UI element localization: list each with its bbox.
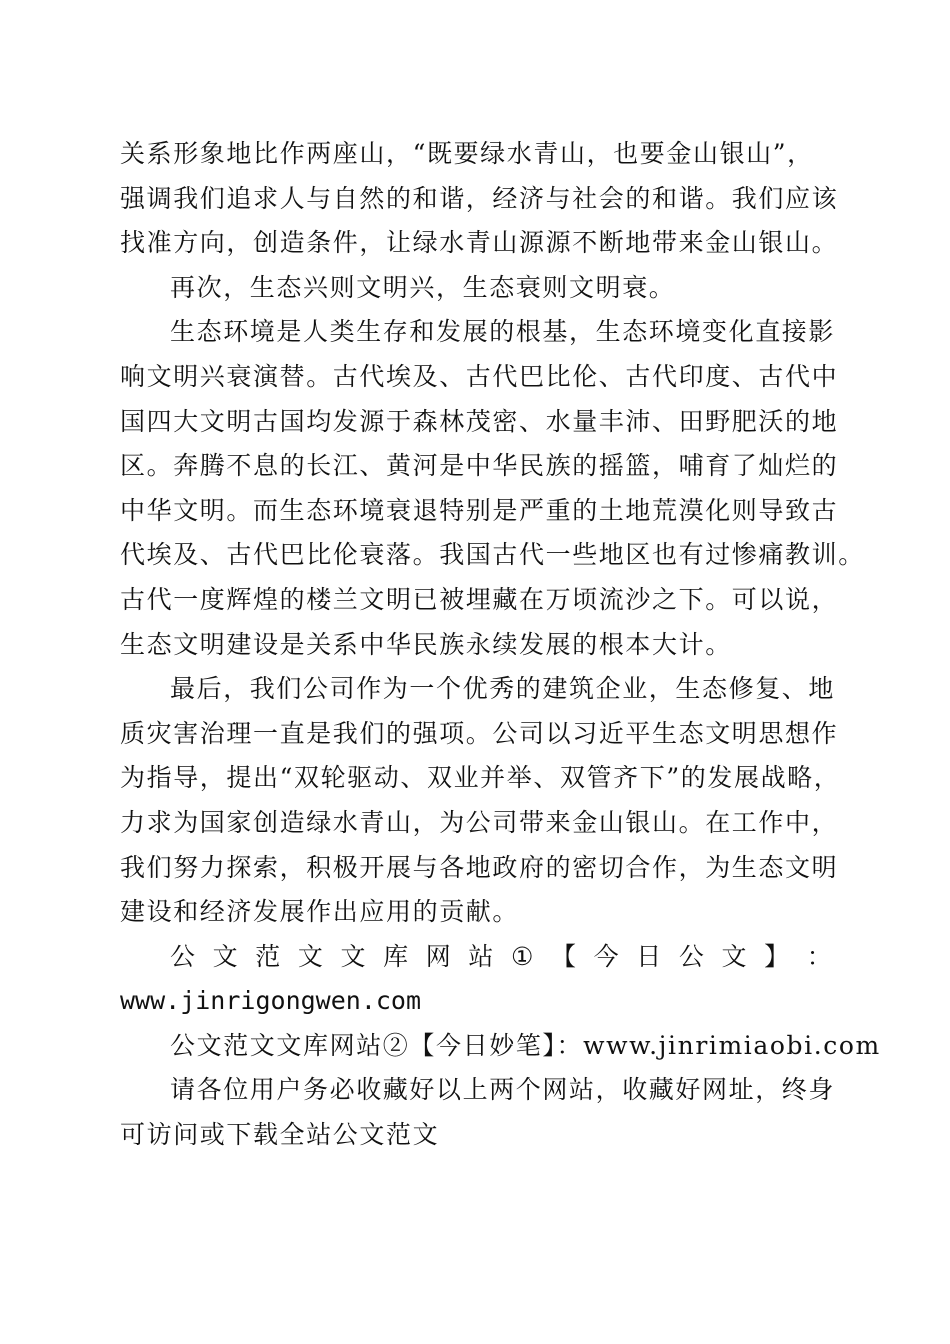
site1-url-link[interactable]: www.jinrigongwen.com xyxy=(120,986,422,1016)
site1-char: 文 xyxy=(212,941,238,971)
paragraph xyxy=(120,266,832,311)
site1-char: ： xyxy=(806,941,832,971)
text-line: 代埃及、古代巴比伦衰落。我国古代一些地区也有过惨痛教训。 xyxy=(120,540,865,570)
text-line: 国四大文明古国均发源于森林茂密、水量丰沛、田野肥沃的地 xyxy=(120,406,839,436)
site1-char: ① xyxy=(511,941,534,971)
site1-char: 文 xyxy=(297,941,323,971)
site1-char: 网 xyxy=(425,941,451,971)
site1-char: 公 xyxy=(170,941,196,971)
paragraph xyxy=(120,667,841,935)
paragraph xyxy=(120,310,865,667)
site1-title-line xyxy=(120,935,832,980)
site1-char: 站 xyxy=(468,941,494,971)
text-line: 生态文明建设是关系中华民族永续发展的根本大计。 xyxy=(120,629,732,659)
site1-char: 范 xyxy=(255,941,281,971)
text-line: 生态环境是人类生存和发展的根基，生态环境变化直接影 xyxy=(170,317,836,347)
text-line: 建设和经济发展作出应用的贡献。 xyxy=(120,897,520,927)
text-line: 关系形象地比作两座山，“既要绿水青山，也要金山银山”， xyxy=(120,139,814,168)
site1-char: 】 xyxy=(764,941,790,971)
text-line: 古代一度辉煌的楼兰文明已被埋藏在万顷流沙之下。可以说， xyxy=(120,584,839,614)
text-line: 请各位用户务必收藏好以上两个网站，收藏好网址，终身 xyxy=(170,1075,836,1105)
site2-line[interactable]: 公文范文文库网站②【今日妙笔】：www.jinrimiaobi.com xyxy=(170,1030,881,1060)
text-line: 为指导，提出“双轮驱动、双业并举、双管齐下”的发展战略， xyxy=(120,763,841,793)
site1-char: 文 xyxy=(340,941,366,971)
text-line: 质灾害治理一直是我们的强项。公司以习近平生态文明思想作 xyxy=(120,718,839,748)
text-line: 可访问或下载全站公文范文 xyxy=(120,1120,440,1150)
site1-char: 日 xyxy=(636,941,662,971)
site1-char: 【 xyxy=(551,941,577,971)
text-line: 区。奔腾不息的长江、黄河是中华民族的摇篮，哺育了灿烂的 xyxy=(120,451,839,481)
text-line: 中华文明。而生态环境衰退特别是严重的土地荒漠化则导致古 xyxy=(120,495,839,525)
text-line: 我们努力探索，积极开展与各地政府的密切合作，为生态文明 xyxy=(120,852,839,882)
site1-char: 公 xyxy=(678,941,704,971)
text-line: 再次，生态兴则文明兴，生态衰则文明衰。 xyxy=(170,272,676,302)
site1-char: 文 xyxy=(721,941,747,971)
text-line: 最后，我们公司作为一个优秀的建筑企业，生态修复、地 xyxy=(170,674,836,704)
paragraph xyxy=(120,132,839,266)
document-body xyxy=(120,132,881,1158)
notice-paragraph xyxy=(120,1068,836,1157)
text-line: 找准方向，创造条件，让绿水青山源源不断地带来金山银山。 xyxy=(120,228,839,258)
site1-char: 今 xyxy=(593,941,619,971)
text-line: 响文明兴衰演替。古代埃及、古代巴比伦、古代印度、古代中 xyxy=(120,361,839,391)
footer-site1 xyxy=(120,935,832,1024)
text-line: 力求为国家创造绿水青山，为公司带来金山银山。在工作中， xyxy=(120,807,839,837)
text-line: 强调我们追求人与自然的和谐，经济与社会的和谐。我们应该 xyxy=(120,183,839,213)
site1-char: 库 xyxy=(383,941,409,971)
